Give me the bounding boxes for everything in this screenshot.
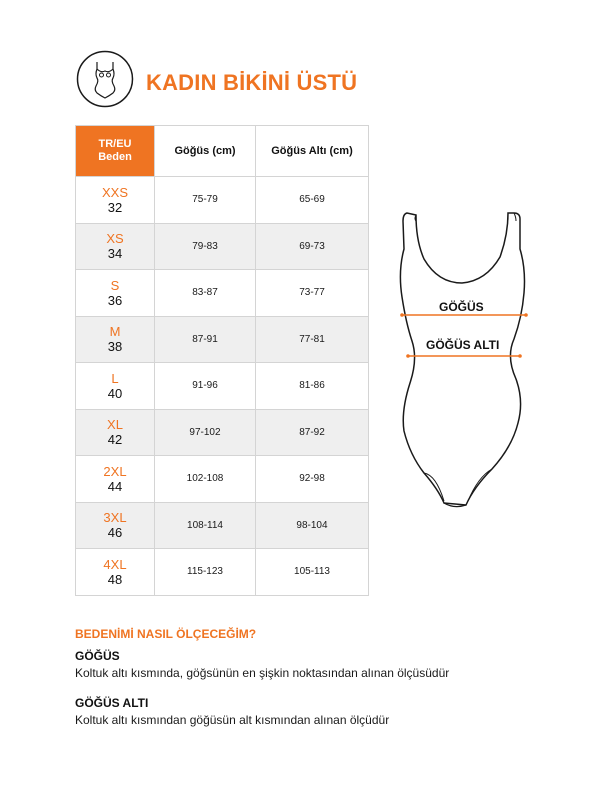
table-row xyxy=(76,316,369,363)
chest-value: 91-96 xyxy=(155,363,256,410)
eu-size: 48 xyxy=(107,571,123,587)
underbust-value: 105-113 xyxy=(256,549,369,596)
eu-size: 36 xyxy=(107,292,123,308)
underbust-value: 65-69 xyxy=(256,177,369,224)
underbust-value: 81-86 xyxy=(256,363,369,410)
eu-size: 34 xyxy=(107,246,123,262)
chest-value: 115-123 xyxy=(155,549,256,596)
table-row xyxy=(76,409,369,456)
chest-heading: GÖĞÜS xyxy=(75,649,120,663)
underbust-value: 87-92 xyxy=(256,409,369,456)
diagram-chest-label: GÖĞÜS xyxy=(439,300,484,314)
eu-size: 32 xyxy=(107,199,123,215)
chest-value: 87-91 xyxy=(155,316,256,363)
swimsuit-icon xyxy=(76,50,134,108)
size-label: XXS xyxy=(101,184,128,200)
chest-value: 75-79 xyxy=(155,177,256,224)
size-label: S xyxy=(110,277,120,293)
size-label: 2XL xyxy=(103,463,127,479)
table-row xyxy=(76,456,369,503)
size-table xyxy=(75,125,369,596)
underbust-value: 98-104 xyxy=(256,502,369,549)
swimsuit-diagram xyxy=(390,205,550,525)
chest-value: 79-83 xyxy=(155,223,256,270)
eu-size: 44 xyxy=(107,478,123,494)
chest-value: 102-108 xyxy=(155,456,256,503)
underbust-value: 77-81 xyxy=(256,316,369,363)
table-row xyxy=(76,363,369,410)
header-chest: Göğüs (cm) xyxy=(155,126,256,177)
underbust-value: 92-98 xyxy=(256,456,369,503)
table-row xyxy=(76,270,369,317)
eu-size: 40 xyxy=(107,385,123,401)
header-underbust: Göğüs Altı (cm) xyxy=(256,126,369,177)
eu-size: 42 xyxy=(107,432,123,448)
diagram-underbust-label: GÖĞÜS ALTI xyxy=(426,338,500,352)
swimsuit-outline xyxy=(400,213,524,505)
guide-title: BEDENİMİ NASIL ÖLÇECEĞİM? xyxy=(75,627,257,641)
eu-size: 38 xyxy=(107,339,123,355)
page-title: KADIN BİKİNİ ÜSTÜ xyxy=(146,70,358,95)
table-row xyxy=(76,549,369,596)
table-row xyxy=(76,223,369,270)
chest-value: 97-102 xyxy=(155,409,256,456)
size-label: XS xyxy=(106,231,124,247)
underbust-value: 69-73 xyxy=(256,223,369,270)
size-label: 4XL xyxy=(103,556,127,572)
underbust-value: 73-77 xyxy=(256,270,369,317)
chest-value: 83-87 xyxy=(155,270,256,317)
size-label: M xyxy=(109,324,121,340)
underbust-heading: GÖĞÜS ALTI xyxy=(75,696,149,710)
underbust-description: Koltuk altı kısmından göğüsün alt kısmından alınan ölçüdür xyxy=(75,713,390,727)
header-size: TR/EU Beden xyxy=(76,126,155,177)
eu-size: 46 xyxy=(107,525,123,541)
chest-description: Koltuk altı kısmında, göğsünün en şişkin noktasından alınan ölçüsüdür xyxy=(75,666,450,680)
chest-value: 108-114 xyxy=(155,502,256,549)
table-row xyxy=(76,502,369,549)
size-label: XL xyxy=(107,417,123,433)
table-row xyxy=(76,177,369,224)
size-label: L xyxy=(111,370,119,386)
size-label: 3XL xyxy=(103,510,127,526)
